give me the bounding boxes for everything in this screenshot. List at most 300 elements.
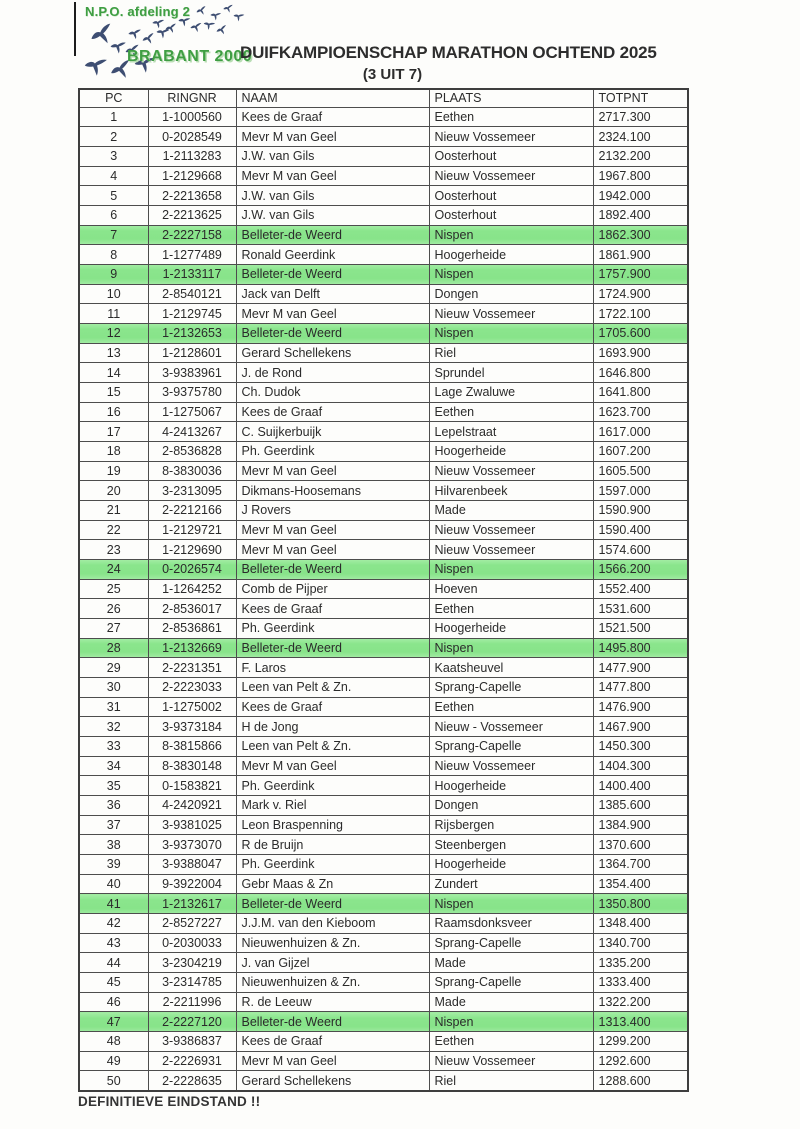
naam-cell: Belleter-de Weerd: [236, 638, 429, 658]
totpnt-cell: 1299.200: [593, 1032, 688, 1052]
bird-icon: [202, 19, 215, 31]
column-header-pc: PC: [79, 89, 148, 107]
totpnt-cell: 1400.400: [593, 776, 688, 796]
naam-cell: J Rovers: [236, 500, 429, 520]
ringnr-cell: 2-2212166: [148, 500, 236, 520]
pc-cell: 24: [79, 559, 148, 579]
naam-cell: Ch. Dudok: [236, 382, 429, 402]
totpnt-cell: 1617.000: [593, 422, 688, 442]
table-row: [79, 697, 688, 717]
totpnt-cell: 1641.800: [593, 382, 688, 402]
table-row: [79, 1012, 688, 1032]
pc-cell: 38: [79, 835, 148, 855]
naam-cell: Belleter-de Weerd: [236, 323, 429, 343]
table-row: [79, 304, 688, 324]
totpnt-cell: 1693.900: [593, 343, 688, 363]
plaats-cell: Nieuw Vossemeer: [429, 540, 593, 560]
plaats-cell: Eethen: [429, 697, 593, 717]
plaats-cell: Nieuw Vossemeer: [429, 166, 593, 186]
pc-cell: 50: [79, 1071, 148, 1091]
ringnr-cell: 1-1277489: [148, 245, 236, 265]
pc-cell: 12: [79, 323, 148, 343]
naam-cell: Gebr Maas & Zn: [236, 874, 429, 894]
totpnt-cell: 1892.400: [593, 205, 688, 225]
totpnt-cell: 1322.200: [593, 992, 688, 1012]
npo-afdeling-label: N.P.O. afdeling 2: [85, 4, 191, 19]
totpnt-cell: 1313.400: [593, 1012, 688, 1032]
ringnr-cell: 0-2030033: [148, 933, 236, 953]
plaats-cell: Hoeven: [429, 579, 593, 599]
ringnr-cell: 1-2129690: [148, 540, 236, 560]
naam-cell: Belleter-de Weerd: [236, 1012, 429, 1032]
ringnr-cell: 3-9386837: [148, 1032, 236, 1052]
ringnr-cell: 2-8540121: [148, 284, 236, 304]
ringnr-cell: 2-2227120: [148, 1012, 236, 1032]
pc-cell: 20: [79, 481, 148, 501]
ringnr-cell: 1-2132617: [148, 894, 236, 914]
table-row: [79, 579, 688, 599]
pc-cell: 13: [79, 343, 148, 363]
bird-icon: [165, 24, 177, 34]
naam-cell: Nieuwenhuizen & Zn.: [236, 933, 429, 953]
plaats-cell: Sprang-Capelle: [429, 933, 593, 953]
naam-cell: Mevr M van Geel: [236, 166, 429, 186]
table-row: [79, 284, 688, 304]
plaats-cell: Oosterhout: [429, 146, 593, 166]
plaats-cell: Nispen: [429, 894, 593, 914]
totpnt-cell: 1384.900: [593, 815, 688, 835]
table-row: [79, 776, 688, 796]
table-row: [79, 1051, 688, 1071]
bird-icon: [152, 18, 164, 29]
naam-cell: Belleter-de Weerd: [236, 225, 429, 245]
plaats-cell: Sprundel: [429, 363, 593, 383]
ringnr-cell: 1-2129745: [148, 304, 236, 324]
naam-cell: Kees de Graaf: [236, 697, 429, 717]
totpnt-cell: 1370.600: [593, 835, 688, 855]
totpnt-cell: 1967.800: [593, 166, 688, 186]
naam-cell: J.W. van Gils: [236, 186, 429, 206]
naam-cell: Ph. Geerdink: [236, 441, 429, 461]
brabant-2000-label: BRABANT 2000: [127, 48, 253, 65]
pc-cell: 31: [79, 697, 148, 717]
naam-cell: R de Bruijn: [236, 835, 429, 855]
pc-cell: 28: [79, 638, 148, 658]
pc-cell: 22: [79, 520, 148, 540]
pc-cell: 21: [79, 500, 148, 520]
totpnt-cell: 1404.300: [593, 756, 688, 776]
ringnr-cell: 1-1275067: [148, 402, 236, 422]
table-row: [79, 638, 688, 658]
naam-cell: Mevr M van Geel: [236, 127, 429, 147]
plaats-cell: Oosterhout: [429, 205, 593, 225]
plaats-cell: Hoogerheide: [429, 245, 593, 265]
table-row: [79, 166, 688, 186]
totpnt-cell: 1590.400: [593, 520, 688, 540]
totpnt-cell: 1477.800: [593, 677, 688, 697]
naam-cell: Leen van Pelt & Zn.: [236, 737, 429, 757]
naam-cell: Mevr M van Geel: [236, 1051, 429, 1071]
table-row: [79, 737, 688, 757]
plaats-cell: Nieuw Vossemeer: [429, 1051, 593, 1071]
ringnr-cell: 1-2129721: [148, 520, 236, 540]
plaats-cell: Nispen: [429, 559, 593, 579]
bird-icon: [190, 23, 201, 32]
totpnt-cell: 1531.600: [593, 599, 688, 619]
plaats-cell: Kaatsheuvel: [429, 658, 593, 678]
ringnr-cell: 8-3815866: [148, 737, 236, 757]
plaats-cell: Made: [429, 992, 593, 1012]
pc-cell: 26: [79, 599, 148, 619]
plaats-cell: Steenbergen: [429, 835, 593, 855]
bird-icon: [128, 29, 141, 40]
ringnr-cell: 1-1275002: [148, 697, 236, 717]
ringnr-cell: 0-2026574: [148, 559, 236, 579]
naam-cell: Mevr M van Geel: [236, 520, 429, 540]
totpnt-cell: 1354.400: [593, 874, 688, 894]
totpnt-cell: 1607.200: [593, 441, 688, 461]
ringnr-cell: 2-2226931: [148, 1051, 236, 1071]
totpnt-cell: 2324.100: [593, 127, 688, 147]
pc-cell: 2: [79, 127, 148, 147]
naam-cell: J. de Rond: [236, 363, 429, 383]
pc-cell: 5: [79, 186, 148, 206]
table-header-row: [79, 89, 688, 107]
table-row: [79, 382, 688, 402]
totpnt-cell: 1288.600: [593, 1071, 688, 1091]
pc-cell: 14: [79, 363, 148, 383]
plaats-cell: Nieuw Vossemeer: [429, 127, 593, 147]
naam-cell: Kees de Graaf: [236, 107, 429, 127]
pc-cell: 44: [79, 953, 148, 973]
ringnr-cell: 3-2304219: [148, 953, 236, 973]
naam-cell: Kees de Graaf: [236, 402, 429, 422]
plaats-cell: Nieuw Vossemeer: [429, 461, 593, 481]
table-row: [79, 520, 688, 540]
pc-cell: 17: [79, 422, 148, 442]
ringnr-cell: 2-2227158: [148, 225, 236, 245]
results-table: [78, 88, 689, 1092]
table-row: [79, 540, 688, 560]
plaats-cell: Hoogerheide: [429, 441, 593, 461]
ringnr-cell: 2-2213625: [148, 205, 236, 225]
naam-cell: Ronald Geerdink: [236, 245, 429, 265]
naam-cell: Mevr M van Geel: [236, 304, 429, 324]
naam-cell: J.W. van Gils: [236, 205, 429, 225]
ringnr-cell: 0-1583821: [148, 776, 236, 796]
bird-icon: [89, 24, 115, 47]
table-row: [79, 146, 688, 166]
naam-cell: Gerard Schellekens: [236, 1071, 429, 1091]
naam-cell: C. Suijkerbuijk: [236, 422, 429, 442]
plaats-cell: Lage Zwaluwe: [429, 382, 593, 402]
pc-cell: 34: [79, 756, 148, 776]
pc-cell: 40: [79, 874, 148, 894]
naam-cell: J. van Gijzel: [236, 953, 429, 973]
naam-cell: Ph. Geerdink: [236, 618, 429, 638]
naam-cell: Mevr M van Geel: [236, 461, 429, 481]
bird-icon: [110, 40, 126, 54]
pc-cell: 7: [79, 225, 148, 245]
plaats-cell: Nieuw Vossemeer: [429, 520, 593, 540]
bird-icon: [209, 11, 221, 21]
ringnr-cell: 1-2129668: [148, 166, 236, 186]
plaats-cell: Made: [429, 500, 593, 520]
table-row: [79, 402, 688, 422]
ringnr-cell: 3-9381025: [148, 815, 236, 835]
totpnt-cell: 1292.600: [593, 1051, 688, 1071]
ringnr-cell: 2-2213658: [148, 186, 236, 206]
naam-cell: Ph. Geerdink: [236, 855, 429, 875]
ringnr-cell: 3-9373184: [148, 717, 236, 737]
naam-cell: Belleter-de Weerd: [236, 894, 429, 914]
plaats-cell: Eethen: [429, 599, 593, 619]
totpnt-cell: 1350.800: [593, 894, 688, 914]
ringnr-cell: 0-2028549: [148, 127, 236, 147]
plaats-cell: Hoogerheide: [429, 776, 593, 796]
pc-cell: 29: [79, 658, 148, 678]
table-row: [79, 677, 688, 697]
ringnr-cell: 2-8536017: [148, 599, 236, 619]
pc-cell: 19: [79, 461, 148, 481]
plaats-cell: Nieuw - Vossemeer: [429, 717, 593, 737]
pc-cell: 9: [79, 264, 148, 284]
plaats-cell: Zundert: [429, 874, 593, 894]
naam-cell: Leon Braspenning: [236, 815, 429, 835]
plaats-cell: Nispen: [429, 225, 593, 245]
ringnr-cell: 1-2113283: [148, 146, 236, 166]
table-row: [79, 500, 688, 520]
totpnt-cell: 1942.000: [593, 186, 688, 206]
naam-cell: Mevr M van Geel: [236, 540, 429, 560]
totpnt-cell: 1340.700: [593, 933, 688, 953]
footer-note: DEFINITIEVE EINDSTAND !!: [78, 1094, 261, 1109]
totpnt-cell: 1450.300: [593, 737, 688, 757]
naam-cell: R. de Leeuw: [236, 992, 429, 1012]
bird-icon: [142, 33, 156, 45]
page-subtitle: (3 UIT 7): [362, 66, 423, 83]
naam-cell: Mark v. Riel: [236, 796, 429, 816]
totpnt-cell: 1757.900: [593, 264, 688, 284]
pc-cell: 27: [79, 618, 148, 638]
plaats-cell: Riel: [429, 343, 593, 363]
naam-cell: Nieuwenhuizen & Zn.: [236, 973, 429, 993]
naam-cell: Leen van Pelt & Zn.: [236, 677, 429, 697]
page-title: DUIFKAMPIOENSCHAP MARATHON OCHTEND 2025: [240, 43, 657, 62]
column-header-ringnr: RINGNR: [148, 89, 236, 107]
pc-cell: 15: [79, 382, 148, 402]
plaats-cell: Hilvarenbeek: [429, 481, 593, 501]
plaats-cell: Raamsdonksveer: [429, 914, 593, 934]
table-row: [79, 756, 688, 776]
table-row: [79, 914, 688, 934]
totpnt-cell: 2132.200: [593, 146, 688, 166]
plaats-cell: Sprang-Capelle: [429, 737, 593, 757]
totpnt-cell: 1862.300: [593, 225, 688, 245]
plaats-cell: Nispen: [429, 1012, 593, 1032]
pc-cell: 1: [79, 107, 148, 127]
table-row: [79, 481, 688, 501]
ringnr-cell: 2-2231351: [148, 658, 236, 678]
ringnr-cell: 2-2211996: [148, 992, 236, 1012]
column-header-totpnt: TOTPNT: [593, 89, 688, 107]
naam-cell: Kees de Graaf: [236, 1032, 429, 1052]
ringnr-cell: 4-2420921: [148, 796, 236, 816]
plaats-cell: Rijsbergen: [429, 815, 593, 835]
pc-cell: 32: [79, 717, 148, 737]
table-row: [79, 245, 688, 265]
pc-cell: 46: [79, 992, 148, 1012]
totpnt-cell: 1348.400: [593, 914, 688, 934]
table-row: [79, 992, 688, 1012]
totpnt-cell: 1605.500: [593, 461, 688, 481]
ringnr-cell: 1-2133117: [148, 264, 236, 284]
pc-cell: 36: [79, 796, 148, 816]
totpnt-cell: 1722.100: [593, 304, 688, 324]
plaats-cell: Nieuw Vossemeer: [429, 756, 593, 776]
ringnr-cell: 4-2413267: [148, 422, 236, 442]
ringnr-cell: 3-9375780: [148, 382, 236, 402]
plaats-cell: Nispen: [429, 323, 593, 343]
pc-cell: 33: [79, 737, 148, 757]
bird-icon: [232, 11, 244, 22]
ringnr-cell: 8-3830148: [148, 756, 236, 776]
bird-icon: [177, 16, 190, 28]
table-row: [79, 343, 688, 363]
naam-cell: Kees de Graaf: [236, 599, 429, 619]
pc-cell: 3: [79, 146, 148, 166]
table-row: [79, 933, 688, 953]
plaats-cell: Dongen: [429, 284, 593, 304]
plaats-cell: Hoogerheide: [429, 618, 593, 638]
naam-cell: Comb de Pijper: [236, 579, 429, 599]
ringnr-cell: 2-2223033: [148, 677, 236, 697]
ringnr-cell: 2-8527227: [148, 914, 236, 934]
totpnt-cell: 1590.900: [593, 500, 688, 520]
pc-cell: 8: [79, 245, 148, 265]
ringnr-cell: 1-1000560: [148, 107, 236, 127]
plaats-cell: Eethen: [429, 1032, 593, 1052]
pc-cell: 11: [79, 304, 148, 324]
column-header-naam: NAAM: [236, 89, 429, 107]
pc-cell: 49: [79, 1051, 148, 1071]
table-row: [79, 953, 688, 973]
table-row: [79, 973, 688, 993]
pc-cell: 4: [79, 166, 148, 186]
table-row: [79, 874, 688, 894]
plaats-cell: Eethen: [429, 402, 593, 422]
naam-cell: Mevr M van Geel: [236, 756, 429, 776]
totpnt-cell: 1364.700: [593, 855, 688, 875]
naam-cell: H de Jong: [236, 717, 429, 737]
pc-cell: 30: [79, 677, 148, 697]
pc-cell: 45: [79, 973, 148, 993]
bird-icon: [216, 25, 228, 35]
totpnt-cell: 1467.900: [593, 717, 688, 737]
bird-icon: [83, 56, 106, 77]
naam-cell: Dikmans-Hoosemans: [236, 481, 429, 501]
ringnr-cell: 3-9383961: [148, 363, 236, 383]
ringnr-cell: 3-9373070: [148, 835, 236, 855]
bird-icon: [223, 5, 232, 13]
table-row: [79, 815, 688, 835]
plaats-cell: Sprang-Capelle: [429, 677, 593, 697]
table-row: [79, 264, 688, 284]
ringnr-cell: 2-8536828: [148, 441, 236, 461]
totpnt-cell: 1623.700: [593, 402, 688, 422]
totpnt-cell: 1333.400: [593, 973, 688, 993]
table-row: [79, 855, 688, 875]
naam-cell: J.W. van Gils: [236, 146, 429, 166]
totpnt-cell: 1385.600: [593, 796, 688, 816]
table-row: [79, 127, 688, 147]
totpnt-cell: 1705.600: [593, 323, 688, 343]
pc-cell: 35: [79, 776, 148, 796]
plaats-cell: Eethen: [429, 107, 593, 127]
table-row: [79, 225, 688, 245]
pc-cell: 48: [79, 1032, 148, 1052]
table-row: [79, 1071, 688, 1091]
totpnt-cell: 1566.200: [593, 559, 688, 579]
ringnr-cell: 3-9388047: [148, 855, 236, 875]
table-row: [79, 441, 688, 461]
table-row: [79, 658, 688, 678]
pc-cell: 23: [79, 540, 148, 560]
ringnr-cell: 1-2128601: [148, 343, 236, 363]
plaats-cell: Oosterhout: [429, 186, 593, 206]
table-row: [79, 835, 688, 855]
ringnr-cell: 1-1264252: [148, 579, 236, 599]
table-row: [79, 717, 688, 737]
bird-icon: [196, 6, 207, 16]
pc-cell: 42: [79, 914, 148, 934]
plaats-cell: Nispen: [429, 264, 593, 284]
ringnr-cell: 2-8536861: [148, 618, 236, 638]
naam-cell: Ph. Geerdink: [236, 776, 429, 796]
table-row: [79, 205, 688, 225]
totpnt-cell: 1552.400: [593, 579, 688, 599]
table-row: [79, 1032, 688, 1052]
pc-cell: 39: [79, 855, 148, 875]
table-row: [79, 461, 688, 481]
table-row: [79, 107, 688, 127]
table-body: [79, 107, 688, 1091]
ringnr-cell: 3-2313095: [148, 481, 236, 501]
pc-cell: 47: [79, 1012, 148, 1032]
totpnt-cell: 1335.200: [593, 953, 688, 973]
plaats-cell: Nieuw Vossemeer: [429, 304, 593, 324]
pc-cell: 10: [79, 284, 148, 304]
totpnt-cell: 1521.500: [593, 618, 688, 638]
totpnt-cell: 1476.900: [593, 697, 688, 717]
naam-cell: Jack van Delft: [236, 284, 429, 304]
plaats-cell: Lepelstraat: [429, 422, 593, 442]
ringnr-cell: 1-2132669: [148, 638, 236, 658]
table-row: [79, 323, 688, 343]
column-header-plaats: PLAATS: [429, 89, 593, 107]
totpnt-cell: 1646.800: [593, 363, 688, 383]
plaats-cell: Hoogerheide: [429, 855, 593, 875]
pc-cell: 41: [79, 894, 148, 914]
table-row: [79, 559, 688, 579]
totpnt-cell: 1574.600: [593, 540, 688, 560]
naam-cell: Belleter-de Weerd: [236, 559, 429, 579]
naam-cell: Belleter-de Weerd: [236, 264, 429, 284]
pc-cell: 16: [79, 402, 148, 422]
pc-cell: 37: [79, 815, 148, 835]
table-row: [79, 796, 688, 816]
plaats-cell: Made: [429, 953, 593, 973]
